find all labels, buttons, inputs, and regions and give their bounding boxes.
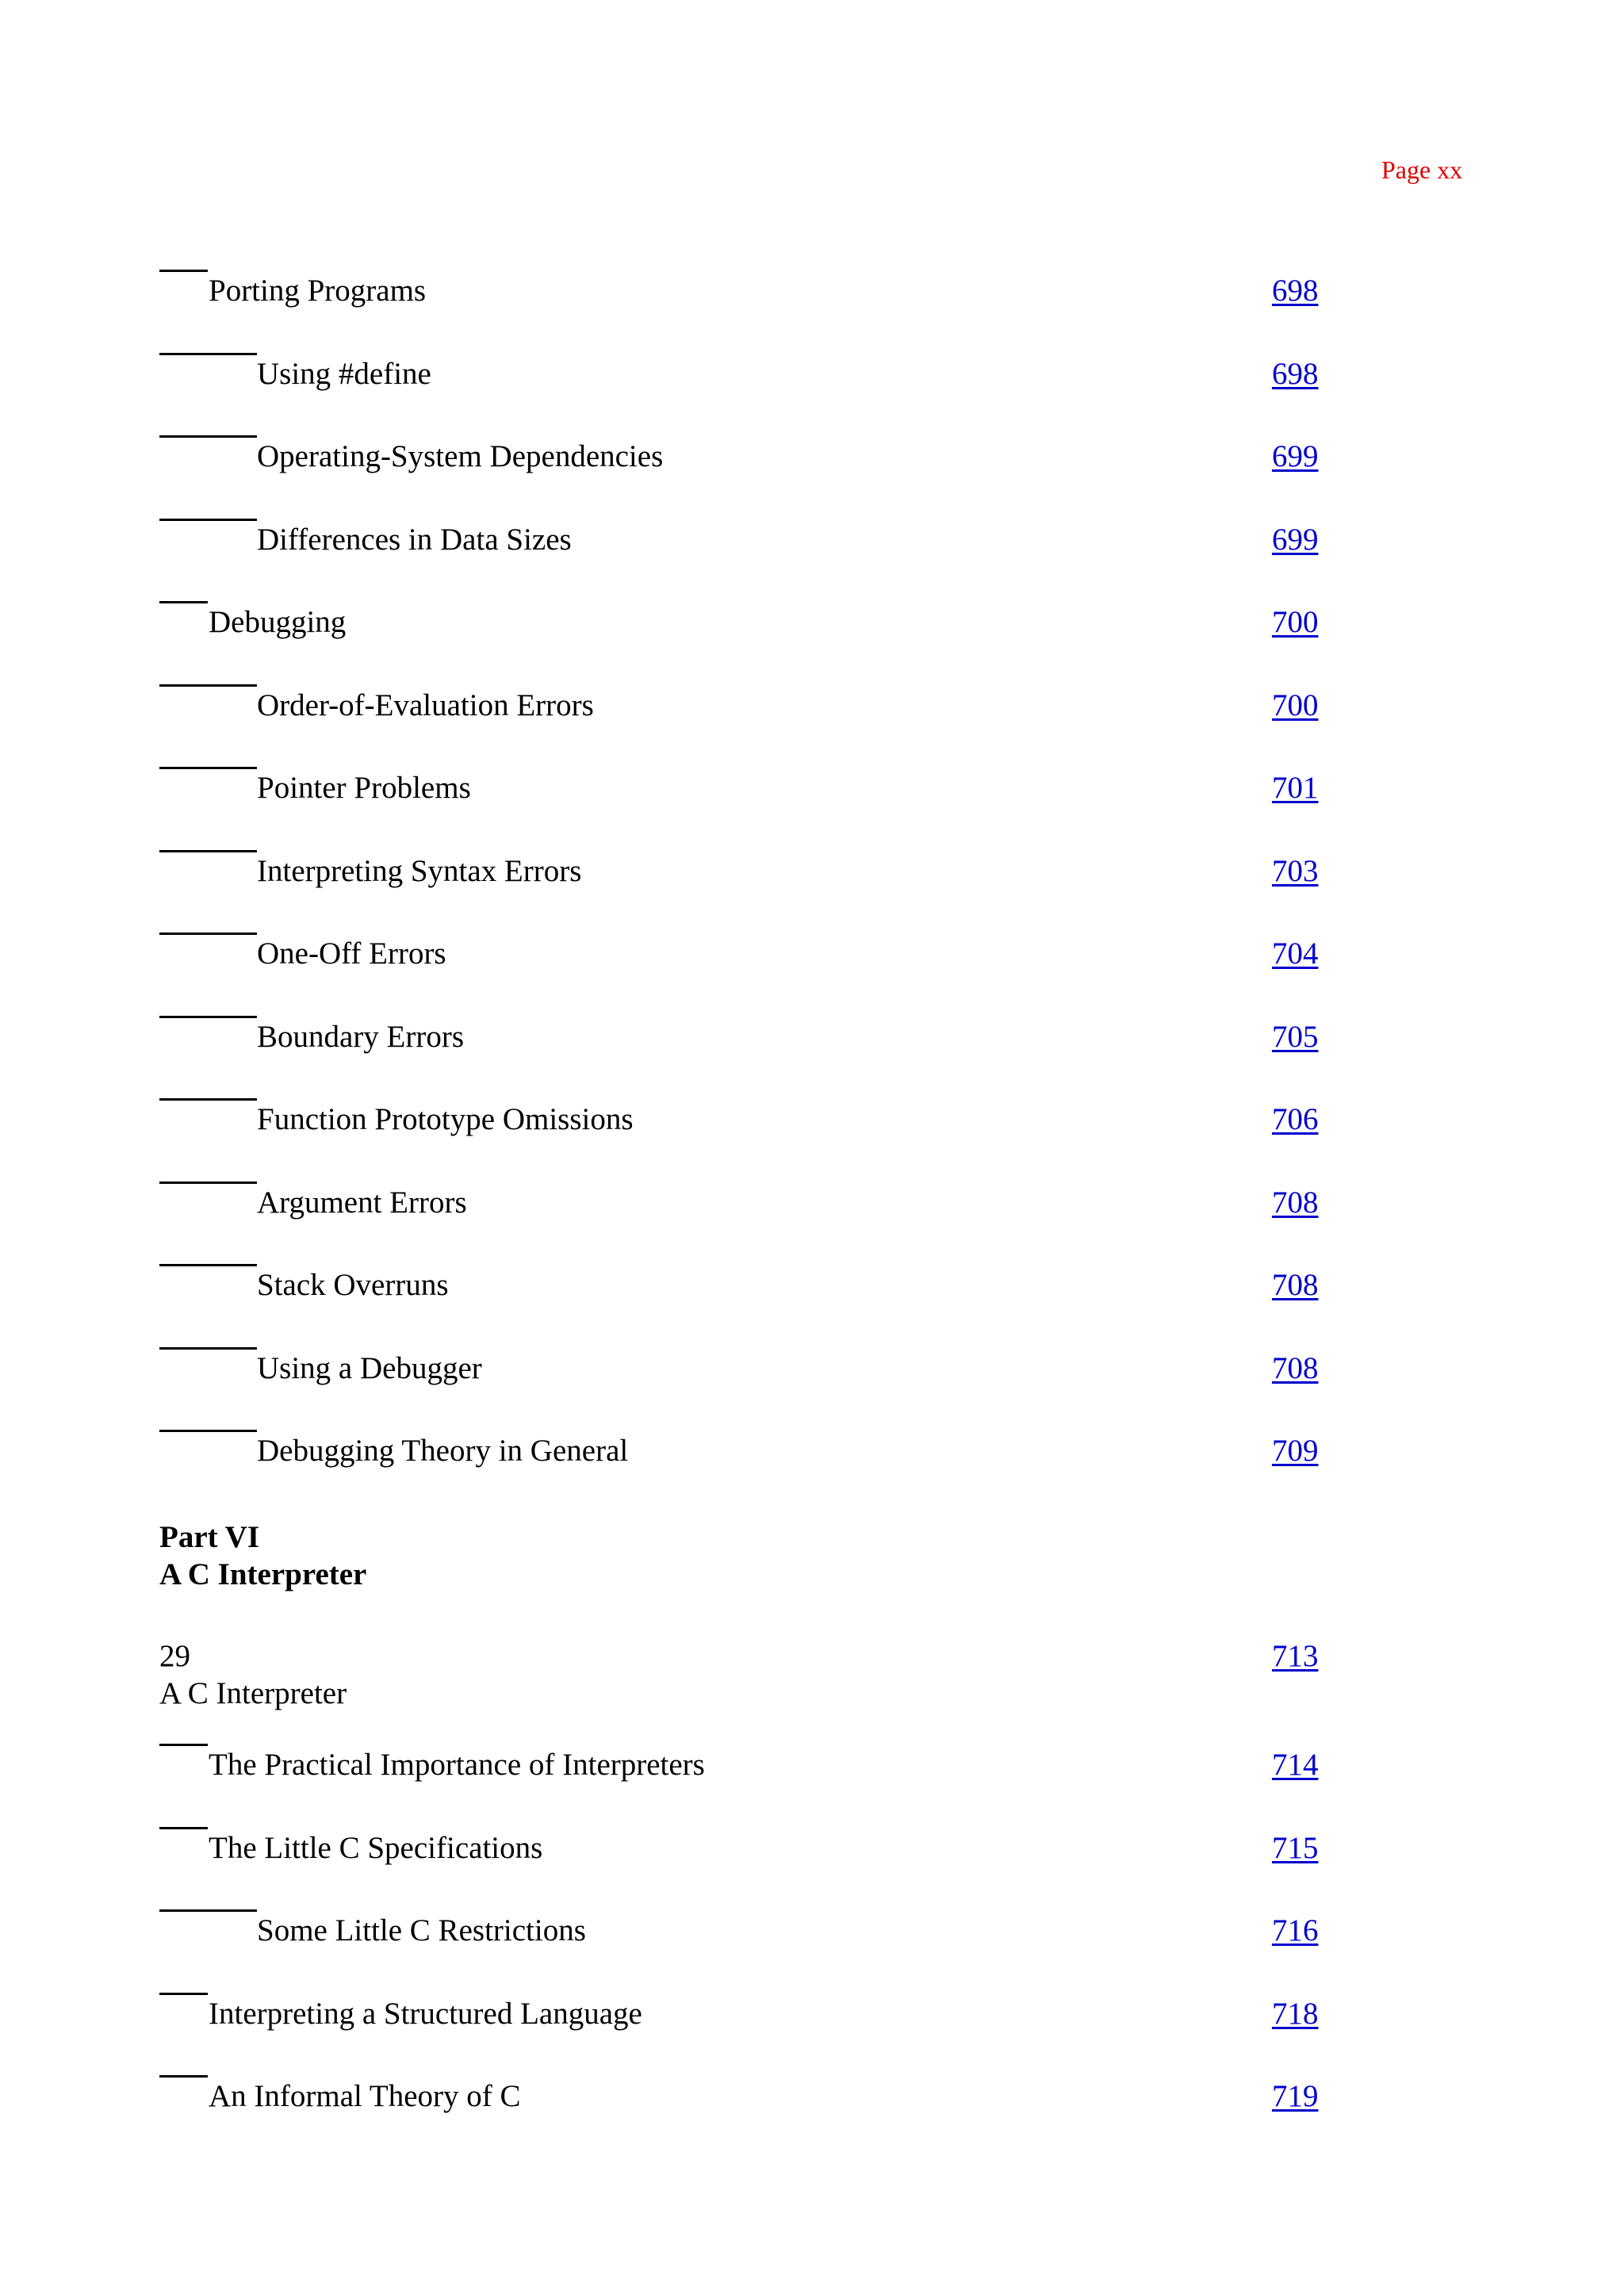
toc-entry-title: Differences in Data Sizes	[257, 522, 572, 557]
indent-rule	[159, 1264, 257, 1266]
toc-entry	[0, 2075, 1624, 2123]
toc-entry-title: Pointer Problems	[257, 771, 471, 805]
toc-entry	[0, 767, 1624, 814]
toc-entry-page-link[interactable]: 718	[1272, 1996, 1319, 2031]
toc-entry-title: Porting Programs	[209, 274, 427, 308]
part-number: Part VI	[159, 1520, 260, 1554]
toc-entry	[0, 1430, 1624, 1477]
indent-rule	[159, 1909, 257, 1912]
toc-entry-title: Debugging	[209, 605, 347, 639]
chapter-heading	[159, 1637, 347, 1712]
page-number: Page xx	[1381, 155, 1463, 184]
toc-entry-page-link[interactable]: 705	[1272, 1019, 1319, 1054]
toc-entry	[0, 1181, 1624, 1229]
toc-entry	[0, 1744, 1624, 1791]
toc-entry	[0, 1909, 1624, 1957]
toc-entry-title: Interpreting a Structured Language	[209, 1996, 642, 2031]
toc-entry-page-link[interactable]: 708	[1272, 1268, 1319, 1302]
toc-entry-page-link[interactable]: 698	[1272, 356, 1319, 391]
toc-entry	[0, 850, 1624, 898]
toc-entry-title: One-Off Errors	[257, 936, 446, 971]
toc-entry-title: Some Little C Restrictions	[257, 1913, 586, 1947]
toc-entry	[0, 1827, 1624, 1875]
indent-rule	[159, 270, 208, 272]
toc-entry-title: The Practical Importance of Interpreters	[209, 1748, 705, 1782]
part-heading	[159, 1518, 366, 1593]
indent-rule	[159, 435, 257, 438]
indent-rule	[159, 519, 257, 521]
toc-entry-page-link[interactable]: 714	[1272, 1748, 1319, 1782]
toc-entry-title: Boundary Errors	[257, 1019, 465, 1054]
part-title: A C Interpreter	[159, 1557, 367, 1591]
toc-entry	[0, 519, 1624, 566]
toc-entry-page-link[interactable]: 700	[1272, 687, 1319, 722]
toc-entry-page-link[interactable]: 708	[1272, 1350, 1319, 1385]
indent-rule	[159, 1993, 208, 1995]
chapter-title: A C Interpreter	[159, 1676, 347, 1710]
indent-rule	[159, 767, 257, 769]
toc-entry-page-link[interactable]: 701	[1272, 771, 1319, 805]
toc-entry-page-link[interactable]: 700	[1272, 605, 1319, 639]
toc-entry	[0, 1993, 1624, 2040]
indent-rule	[159, 1016, 257, 1018]
indent-rule	[159, 1181, 257, 1184]
toc-entry-title: An Informal Theory of C	[209, 2079, 521, 2113]
indent-rule	[159, 933, 257, 935]
toc-entry-title: Order-of-Evaluation Errors	[257, 687, 594, 722]
toc-entry-page-link[interactable]: 703	[1272, 853, 1319, 888]
toc-entry-page-link[interactable]: 709	[1272, 1434, 1319, 1468]
chapter-number: 29	[159, 1639, 190, 1673]
toc-entry	[0, 1264, 1624, 1312]
indent-rule	[159, 1098, 257, 1101]
indent-rule	[159, 353, 257, 355]
toc-entry	[0, 933, 1624, 980]
toc-entry-title: The Little C Specifications	[209, 1830, 543, 1865]
indent-rule	[159, 1744, 208, 1746]
indent-rule	[159, 1347, 257, 1350]
toc-entry	[0, 601, 1624, 649]
toc-entry-page-link[interactable]: 716	[1272, 1913, 1319, 1947]
indent-rule	[159, 1430, 257, 1432]
indent-rule	[159, 684, 257, 687]
toc-entry	[0, 435, 1624, 483]
toc-entry-title: Interpreting Syntax Errors	[257, 853, 582, 888]
toc-entry-title: Stack Overruns	[257, 1268, 449, 1302]
toc-entry	[0, 353, 1624, 400]
toc-entry-page-link[interactable]: 715	[1272, 1830, 1319, 1865]
toc-entry	[0, 1016, 1624, 1063]
indent-rule	[159, 601, 208, 603]
toc-entry-page-link[interactable]: 704	[1272, 936, 1319, 971]
toc-entry-title: Argument Errors	[257, 1185, 467, 1220]
toc-entry	[0, 1347, 1624, 1395]
toc-entry-page-link[interactable]: 719	[1272, 2079, 1319, 2113]
chapter-page-link[interactable]: 713	[1272, 1639, 1319, 1673]
indent-rule	[159, 850, 257, 852]
toc-entry-title: Using #define	[257, 356, 431, 391]
toc-entry-page-link[interactable]: 699	[1272, 522, 1319, 557]
toc-entry	[0, 270, 1624, 317]
toc-entry-title: Using a Debugger	[257, 1350, 482, 1385]
toc-entry-title: Operating-System Dependencies	[257, 439, 664, 473]
toc-entry-page-link[interactable]: 698	[1272, 274, 1319, 308]
toc-entry-page-link[interactable]: 699	[1272, 439, 1319, 473]
toc-entry-page-link[interactable]: 708	[1272, 1185, 1319, 1220]
indent-rule	[159, 2075, 208, 2078]
toc-entry-page-link[interactable]: 706	[1272, 1102, 1319, 1136]
indent-rule	[159, 1827, 208, 1829]
toc-entry-title: Debugging Theory in General	[257, 1434, 629, 1468]
toc-entry	[0, 684, 1624, 732]
toc-entry	[0, 1098, 1624, 1146]
toc-entry-title: Function Prototype Omissions	[257, 1102, 634, 1136]
